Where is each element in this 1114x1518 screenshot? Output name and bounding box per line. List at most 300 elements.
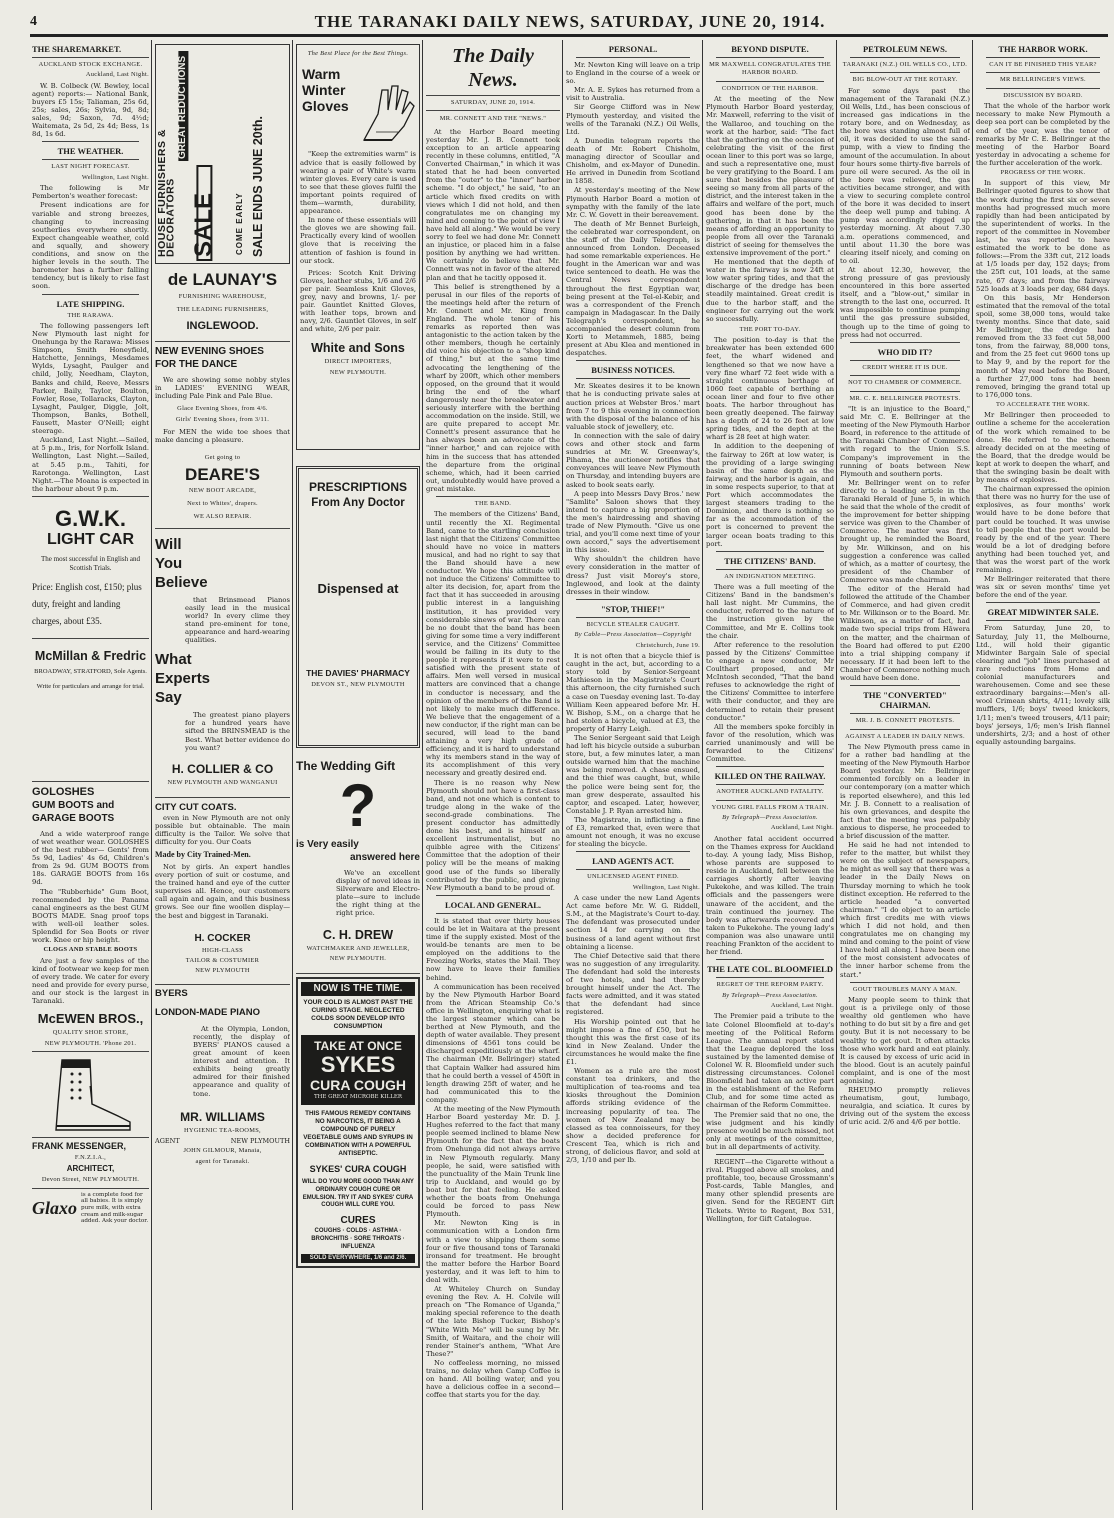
clogs-heading: CLOGS AND STABLE BOOTS [43,946,138,954]
sharemarket-subheading: AUCKLAND STOCK EXCHANGE. [38,61,143,68]
article-body: The members of the Citizens' Band, until recently the XI. Regimental Band, came to the startling conclusion last night that the Citizens' Committee should have no voice in matters musical, and had no right to say that the Band should have a new conductor. We hope this attitude will not induce the Citizens' Committee to alter its decision, for, apart from the fact that it has succeeded in arousing public interest in a languishing institution, it has provided very considerable sinews of war. There can be no doubt that the band has been giving for some time a very indifferent service, and the Citizens' Committee would be failing in its duty to the people it represents if it were to rest satisfied with the present state of affairs. Men well versed in musical matters are convinced that a change in conductor is necessary, and the opinion of the members of the Band is not likely to make much difference. We believe that the engagement of a new conductor, if the right man can be secured, will lead to the band attaining a very high grade of efficiency, and it is hard to understand why its members stand in the way of its accomplishment of this very necessary and greatly desired end. [426,510,560,778]
goloshes-subtitle: GUM BOOTS and [32,799,115,811]
article-subheading: MR. J. B. CONNETT PROTESTS. [855,717,955,725]
goloshes-title: GOLOSHES [32,785,95,798]
cures-sold: SOLD EVERYWHERE, 1/6 and 2/6. [301,1254,415,1263]
article-body: He said he had not intended to refer to the matter, but whilst they were on the subject of newspapers, he might as well say that there was a leader in the Daily News on Thursday morning to which he took distinct exception. He referred to the article headed "a converted chairman." "I do object to an article which first credits me with views which I did not hold, and then congratulates me on changing my mind and coming to the point of view I have held all along. I have been one of the most consistent advocates of the inner harbor scheme from the start." [840,841,970,979]
divider [576,378,690,379]
column-divider [972,40,973,1510]
article-body: Many people seem to think that gout is a privilege only of those wealthy old gentlemen who have nothing to do but sit by a fire and get gouty. But it is not necessary to be wealthy to get gout. It often attacks those who work hard and eat plainly. It is caused by excess of uric acid in the blood. Gout is an acutely painful complaint, and is one of the most agonising. [840,996,970,1085]
divider [850,375,960,376]
divider [850,342,960,343]
citycut-made: Made by City Trained-Men. [155,849,251,859]
shoes-body: We are showing some nobby styles in LADIES' EVENING WEAR, including Pale Pink and Pale Blue. [155,375,290,400]
divider [426,110,560,111]
dateline: Auckland, Last Night. [770,1002,834,1009]
divider [576,599,690,600]
dateline: Wellington, Last Night. [632,883,700,891]
article-subheading: BIG BLOW-OUT AT THE ROTARY. [852,76,958,84]
goloshes-body: And a wide waterproof range of wet weather wear. GOLOSHES of the best rubber— Gents' from 5s 9d, Ladies' 4s 6d, Children's from 2s 9d. GUM BOOTS from 18s. GARAGE BOOTS from 16s 9d. [32,829,149,887]
divider [716,977,824,978]
mcewen-address: NEW PLYMOUTH. 'Phone 201. [44,1039,137,1047]
launay-subtitle: FURNISHING WAREHOUSE, [178,293,267,300]
prescriptions-advert [296,466,420,748]
experts-line-3: Say [155,689,182,707]
citycut-body: even in New Plymouth are not only possible but obtainable. The main difficulty is the Tailor. We solve that difficulty for you. Our Coats [155,814,290,847]
williams-address-2: agent for Taranaki. [195,1157,250,1165]
gloves-header [300,60,416,150]
article-body: All the members spoke forcibly in favor of the resolution, which was carried unanimously and will be forwarded to the Citizens' Committee. [706,722,834,764]
sykes-name: SYKES [320,1052,396,1078]
article-subheading: CONDITION OF THE HARBOR. [721,84,819,92]
shoes-heading-2: FOR THE DANCE [155,358,238,370]
article-body: Mr. Bellringer went on to refer directly to a leading article in the Taranaki Herald of June 5, in which he said that the whole of the credit of the improvement for better shipping service was given to the Chamber of Commerce. The matter was first brought up, he reminded the Board, by Mr. Wilkinson, and on his suggestion a conference was called of which, as a matter of courtesy, the president of the Chamber of Commerce was made chairman. [840,478,970,584]
article-body: There is no reason why New Plymouth should not have a first-class band, and not one which is content to trudge along in the wake of the second-grade combinations. The present conductor has admittedly done his best, and is himself an excellent instrumentalist, but no quibble agree with the Citizens' Committee that the adoption of their policy will be the means of making good use of the funds so liberally contributed by the public, and giving New Plymouth a band to be proud of. [426,778,560,892]
divider [576,617,690,618]
divider [986,602,1100,603]
article-body: A Dunedin telegram reports the death of Mr. Robert Chisholm, managing director of Scoullar and Chisholm, and ex-Mayor of Dunedin. He arrived in Dunedin from Scotland in 1858. [566,136,700,186]
sykes-cura: CURA COUGH [310,1077,406,1094]
column-3 [296,40,420,1510]
article-subheading: REGRET OF THE REFORM PARTY. [716,981,824,989]
article-body: Mr. Skeates desires it to be known that he is conducting private sales at auction prices at Webster Bros.' mart from 7 to 9 this evening in connection with the disposal of the balance of his valuable stock of jewellery, etc. [566,382,700,431]
article-body: In addition to the deepening of the fairway to 26ft at low water, is the providing of a large swinging basin of the same depth as the fairway, and the harbor is again, and in some respects superior, to that at Port which accommodates the largest steamers trading to the Dominion, and there is nothing so far as the accommodation of the port is concerned to prevent the larger ocean boats trading to this port. [706,442,834,548]
article-subheading: AN INDIGNATION MEETING. [724,572,816,580]
gloves-title-2: Winter [302,82,346,99]
article-subheading: UNLICENSED AGENT FINED. [587,873,679,881]
article-heading: KILLED ON THE RAILWAY. [714,771,826,782]
article-body: The Premier paid a tribute to the late Colonel Bloomfield at to-day's meeting of the Political Reform League. The annual report stated that the League deplored the loss sustained by the lamented demise of Colonel W. R. Bloomfield under such distressing circumstances. Colonel Bloomfield had taken an active part in the establishment of the Reform Club, and for some time acted as chairman of the Reform Committee. [706,1012,834,1110]
messenger-advert [32,1141,149,1185]
wedding-question-mark: ? [339,772,377,839]
sale-ends: SALE ENDS JUNE 20th. [251,115,265,257]
divider [155,797,290,798]
whites-town: NEW PLYMOUTH. [329,368,387,376]
goloshes-body: The "Rubberhide" Gum Boot, recommended by the Panama canal engineers as the best GUM BOOTS MADE. Snag proof tops with well-oil leather soles. Splendid for Sea Boots or river work. Knee or hip height. [32,887,149,945]
messenger-qualification: F.N.Z.I.A., [74,1153,107,1161]
gloves-prices: Prices: Scotch Knit Driving Gloves, leather stubs, 1/6 and 2/6 per pair. Seamless Knit Gloves, grey, navy and browns, 1/- per pair. Gauntlet Knitted Gloves, with leather tops, brown and navy, 2/6. Gauntlet Gloves, in self and white, 2/6 per pair. [300,268,416,334]
rx-address: DEVON ST., NEW PLYMOUTH [311,681,405,688]
cocker-subtitle: HIGH-CLASS [202,946,243,954]
article-subheading: TO ACCELERATE THE WORK. [996,400,1090,408]
boot-illustration [32,1056,149,1134]
clogs-body: Are just a few samples of the kind of footwear we keep for men of every trade. We cater for every need and provide for every purse, and our stock is the largest in Taranaki. [32,956,149,1006]
article-body: At Whiteley Church on Sunday evening the Rev. A. H. Colvile will preach on "The Romance of Uganda," making special reference to the death of the late Bishop Tucker, Bishop's "White With Me" will be sung by Mr. Smith, of Waitara, and the choir will render Stainer's anthem, "What Are These?" [426,1285,560,1358]
divider [155,341,290,342]
article-subheading: THE PORT TO-DAY. [739,325,801,333]
article-body: Mr. Newton King will leave on a trip to England in the course of a week or so. [566,61,700,86]
divider [850,982,960,983]
sykes-body-2: WILL DO YOU MORE GOOD THAN ANY ORDINARY COUGH CURE OR EMULSION. TRY IT AND SYKES' CURA COUGH WILL CURE YOU. [302,1179,414,1209]
article-body: Mr Bellringer then proceeded to outline a scheme for the acceleration of the work which remained to be done. He referred to the scheme already decided on at the meeting of the Board, that the dredge would be kept at work to deepen the wharf, and that the swinging basin be dealt with by means of explosives. [976,411,1110,485]
article-body: RHEUMO promptly relieves rheumatism, gout, lumbago, neuralgia, and sciatica. It cures by driving out of the system the excess of uric acid. 2/6 and 4/6 per bottle. [840,1086,970,1127]
divider [850,72,960,73]
article-body: Another fatal accident occurred on the Thames express for Auckland to-day. A young lady, Miss Bishop, whose parents are supposed to reside in Auckland, fell between the carriages shortly after leaving Pukekohe, and was killed. The train officials and the passengers were unaware of the accident, and the train continued the journey. The body was afterwards recovered and taken to Pukekohe. The young lady's companion was also unaware until reaching Frankton of the accident to her friend. [706,834,834,957]
masthead-title: THE TARANAKI DAILY NEWS, SATURDAY, JUNE 20, 1914. [314,12,826,31]
sykes-advert [296,977,420,1267]
divider [576,57,690,58]
column-4 [426,40,560,1510]
article-body: On this basis, Mr Henderson estimated that the removal of the total spoil, some 38,000 tons, would take twenty months. Since that date, said Mr Bellringer, the dredge had removed from the 33 feet cut 58,000 tons, from the fairway, 88,000 tons, and from the 25 feet cut 9600 tons up to May 9, and by the report for the month of May read before the Board, a further 27,000 tons had been removed, bringing the grand total up to 176,000 tons. [976,293,1110,399]
article-subheading: MR MAXWELL CONGRATULATES THE HARBOR BOARD. [709,61,831,77]
drew-role: WATCHMAKER AND JEWELLER, [306,944,410,952]
drew-town: NEW PLYMOUTH. [329,954,387,962]
byers-advert [155,988,290,1166]
divider [986,57,1100,58]
gwk-advert [32,507,149,630]
dateline: Christchurch, June 19. [635,641,700,649]
weather-heading: THE WEATHER. [57,146,124,157]
article-heading: THE BAND. [474,500,512,508]
shoes-heading: NEW EVENING SHOES [155,345,264,357]
divider [436,913,550,914]
divider [850,57,960,58]
williams-subtitle: HYGIENIC TEA-ROOMS, [184,1126,261,1134]
shipping-subheading: THE RARAWA. [67,311,114,319]
article-heading: LOCAL AND GENERAL. [444,899,542,910]
article-body: The death of Mr Bennet Burleigh, the celebrated war correspondent, on the staff of the Daily Telegraph, is announced from London. Deceased had some remarkable experiences. He fought in the American war and was twice sentenced to death. He was the Central News correspondent throughout the first Egyptian war, being present at the Tel-el-Kebir, and was a correspondent of the French campaign in Madagascar. In the Daily Telegraph's correspondent, he accompanied the desert column from Korti to Metammeh, 1885, being present at Abu Klea and mentioned in despatches. [566,219,700,358]
sale-store-name: HOUSE FURNISHERS & DECORATORS [156,128,177,257]
goloshes-advert [32,785,149,1048]
sale-come-early: COME EARLY [235,192,244,255]
column-2 [155,40,290,1510]
sale-advert [155,44,290,264]
article-body: At the Harbor Board meeting yesterday Mr. J. B. Connett took exception to an article appearing recently in these columns, entitled, "A Converted Chairman," in which it was stated that he had been converted from the "outer" to the "inner" harbor scheme. "I do object," he said, "to an article which fixed credits on with views which I did not hold, and then congratulates me on changing my mind and coming to the point of view I have held all along." We would be very sorry to feel we had done Mr. Connett an injustice, or placed him in a false position by anything we had written. We certainly do believe that Mr. Connett was not in favor of the altered plan and that he tacitly opposed it. [426,127,560,282]
cocker-role: TAILOR & COSTUMIER [185,957,260,964]
divider [155,984,290,985]
drew-name: C. H. DREW [322,927,394,942]
mcmillan-advert [32,649,149,691]
glaxo-advert [32,1192,149,1225]
cocker-town: NEW PLYMOUTH [195,967,250,975]
sykes-take: TAKE AT ONCE [314,1039,402,1054]
cures-heading: CURES [340,1214,376,1226]
article-body: This belief is strengthened by a perusal in our files of the reports of the meetings held after the return of Mr. Connett and Mr. King from England. The whole tenor of his remarks as reported then was antagonistic to the action taken by the other members, though he certainly did voice his objection to a "shop kind of thing," but at the same time advocating the lengthening of the wharf by 200ft, which other members opposed, on the ground that it would bring the end of the wharf dangerously near the breakwater and seriously interfere with the berthing accommodation on the inside. Still, we are quite prepared to accept Mr. Connett's present assurance that he has always been an advocate of the "inner harbor," and can rejoice with him in the success that has attended the departure from the original scheme, which, had it been carried out, undoubtedly would have proved a great mistake. [426,282,560,493]
wedding-body: We've an excellent display of novel ideas in Silverware and Electro-plate—sure to include the right thing at the right price. [336,869,420,918]
article-subheading: GOUT TROUBLES MANY A MAN. [852,985,958,993]
article-subheading: MR. C. E. BELLRINGER PROTESTS. [849,394,961,402]
rx-heading: PRESCRIPTIONS [308,480,407,494]
divider [32,1051,149,1052]
dateline: By Cable—Press Association—Copyright [574,631,692,639]
column-divider [562,40,563,1510]
article-heading: WHO DID IT? [877,346,933,357]
messenger-name: FRANK MESSENGER, [32,1140,127,1151]
article-body: He mentioned that the depth of water in the fairway is now 24ft at low water spring tides, and that the discharge of the dredge has been steadily maintained. Great credit is due to the harbor staff, and the engineer for carrying out the work so successfully. [706,258,834,323]
editorial-title: The Daily News. [452,45,534,91]
article-body: At about 12.30, however, the strong pressure of gas previously encountered in this bore asserted itself, and a "blow-out," similar in strength to the last one, occurred. It was impossible to continue pumping until the gas pressure subsided, though up to the time of going to press had not occurred. [840,265,970,339]
divider [32,57,149,58]
article-body: Mr Bellringer reiterated that there was six or seven months' time yet before the end of the year. [976,575,1110,600]
divider [986,72,1100,73]
williams-agent-row [155,1137,290,1145]
weather-body: Present indications are for variable and strong breezes, changing to increasing southerlies everywhere shortly. Expect changeable weather, cold and squally, and showery conditions, and snow on the higher levels in the south. The barometer has a further falling tendency, but is likely to rise fast soon. [32,201,149,291]
article-body: Mr. Newton King is in communication with a London firm with a view to shipping them some four or five thousand tons of Taranaki ironsand for treatment. He brought the matter before the Harbor Board yesterday, and it was left to him to deal with. [426,1219,560,1284]
article-body: There was a full meeting of the Citizens' Band in the bandsmen's hall last night. Mr Cummins, the conductor, referred to the nature of the instruction given by the Committee, and Mr E. Collins took the chair. [706,583,834,640]
column-divider [151,40,152,1510]
article-body: Sir George Clifford was in New Plymouth yesterday, and visited the wells of the Taranaki (N.Z.) Oil Wells, Ltd. [566,103,700,136]
column-1 [32,40,149,1510]
column-5 [566,40,700,1510]
article-body: At the meeting of the New Plymouth Harbor Board yesterday, Mr. Maxwell, referring to the visit of the Wallaroo, and touching on the work at the harbor, said: "The fact that the gathering on the occasion of celebrating the visit of the first ocean liner to this port was so large, and such a representative one, must be very gratifying to the Board. I am sure that besides the pleasure of seeing so many from all parts of the district, and the interest taken in the affairs and welfare of the port, much good has been done by the gathering, in that it has been the means of affording an opportunity to people from all over the Taranaki district of seeing for themselves the extensive improvement of the port." [706,95,834,257]
mcewen-subtitle: QUALITY SHOE STORE, [52,1029,129,1037]
shoes-glace: Glace Evening Shoes, from 4/6. [177,405,268,413]
rx-dispensed: Dispensed at [317,581,399,596]
article-body: That the whole of the harbor work necessary to make New Plymouth a deep sea port can be completed by the end of the year, was the tenor of remarks by Mr C. E. Bellringer at the meeting of the Harbor Board yesterday in advocating a scheme for the further acceleration of the work. [976,102,1110,167]
article-body: The chairman expressed the opinion that there was no hurry for the use of explosives, as four months' work would have to be done before that part could be touched. It was unwise to tell people that the port would be ready by the end of the year. There would be a lot of dredging before anything had been touched yet, and that was the worst part of the work remaining. [976,485,1110,575]
dateline: Auckland, Last Night. [770,824,834,832]
glaxo-text: is a complete food for all babies. It is simply pure milk, with extra cream and milk-sugar added. Ask your doctor. [81,1191,149,1225]
column-8 [976,40,1110,1510]
article-body: The editor of the Herald had followed the attitude of the Chamber of Commerce, and had given credit to Mr. Wilkinson or to the Board. Mr. Wilkinson, as a matter of fact, had made two special trips from Hāwera on the matter, and the chairman of the Board had offered to put £200 into a trial shipping company if necessary. If it had been left to the Chamber of Commerce nothing much would have been done. [840,585,970,683]
experts-line-2: Experts [155,670,211,688]
article-subheading: BICYCLE STEALER CAUGHT. [586,620,680,628]
column-6 [706,40,834,1510]
divider [716,57,824,58]
gwk-body: The most successful in English and Scottish Trials. [41,554,140,572]
article-body: The Chief Detective said that there was no suggestion of any irregularity. The defendant had sold the interests of two hotels, and had thereby brought himself under the Act. The facts were admitted, and it was stated that the defendant had since registered. [566,951,700,1017]
article-heading: BEYOND DISPUTE. [731,44,809,54]
citycut-heading: CITY CUT COATS. [155,802,237,814]
launay-title: de LAUNAY'S [167,270,278,289]
mcmillan-address: BROADWAY, STRATFORD, Sole Agents. [34,667,147,675]
article-body: Mr. A. E. Sykes has returned from a visit to Australia. [566,86,700,103]
gloves-title-3: Gloves [302,98,349,115]
divider [576,851,690,852]
regent-advert: REGENT—the Cigarette without a rival. Plugged above all smokes, and profitable, too, because Grossmann's Post-cards, Table Mangles, and many other splendid presents are given. Send for the REGENT Gift Tickets. Write to Regent, Box 531, Wellington, for Gift Catalogue. [706,1158,834,1223]
goloshes-subtitle-2: GARAGE BOOTS [32,812,115,824]
article-heading: LAND AGENTS ACT. [592,856,674,867]
boot-icon [32,1056,149,1134]
gloves-tagline: The Best Place for the Best Things. [307,50,409,57]
divider [716,959,824,960]
divider [716,766,824,767]
sykes-banner [301,1035,415,1105]
gwk-price: Price: English cost, £150; plus duty, freight and landing charges, about £35. [32,581,142,626]
experts-body: The greatest piano players for a hundred years have sifted the BRINSMEAD is the Best. What better evidence do you want? [185,711,290,752]
williams-name: MR. WILLIAMS [180,1109,265,1124]
article-body: "It is an injustice to the Board," said Mr. C. E. Bellringer at the meeting of the New Plymouth Harbor Board, in reference to the attitude of the Taranaki Chamber of Commerce with regard to the Union S.S. Company's improvement in the running of boats between New Plymouth and southern ports. [840,404,970,478]
column-7 [840,40,970,1510]
collier-title: H. COLLIER & CO [171,761,274,776]
divider [32,496,149,497]
divider [850,391,960,392]
dateline: Auckland, Last Night. [85,71,149,79]
article-heading: THE HARBOR WORK. [998,44,1088,54]
mcmillan-title: McMillan & Fredric [34,648,147,663]
gwk-title: G.W.K. [55,505,126,531]
article-subheading: CREDIT WHERE IT IS DUE. [862,363,948,371]
article-body: Why shouldn't the children have every consideration in the matter of dress? Just visit Morey's store, Inglewood, and look at the dainty dresses in their window. [566,555,700,596]
willyou-line-2: You [155,554,183,572]
article-subheading: TARANAKI (N.Z.) OIL WELLS CO., LTD. [842,61,968,68]
column-divider [702,40,703,1510]
article-body: In connection with the sale of dairy cows and other stock and farm sundries at Mr. W. Greenway's, Pihama, the auctioneer notifies that conveyances will leave New Plymouth on Thursday, and intending buyers are asked to book seats early. [566,431,700,489]
article-body: It is not often that a bicycle thief is caught in the act, but, according to a story told by Senior-Sergeant Mathieson in the Magistrate's Court this afternoon, the city furnished such a case on Tuesday evening last. To-day William Keen appeared before Mr. H. W. Bishop, S.M., on a charge that he had stolen a bicycle, valued at £3, the property of Harry Leigh. [566,652,700,733]
sharemarket-heading: THE SHAREMARKET. [32,44,122,54]
column-divider [292,40,293,1510]
messenger-role: ARCHITECT, [66,1164,115,1174]
mcmillan-cta: Write for particulars and arrange for trial. [36,682,145,690]
willyou-body: that Brinsmead Pianos easily lead in the musical world? In every clime they stand pre-eminent for tone, appearance and hard-wearing qualities. [185,595,290,645]
article-body: A communication has been received by the New Plymouth Harbor Board from the African Steamship Co.'s office in Wellington, enquiring what is the largest steamer which can be berthed at New Plymouth, and the depth of water available. They present dimensions of 4561 tons could be discharged expeditiously at the wharf. The chairman (Mr. Bellringer) stated that Captain Walker had assured him that he could berth a vessel of 450ft in length drawing 25ft of water, and he had communicated this to the company. [426,982,560,1104]
article-body: For some days past the management of the Taranaki (N.Z.) Oil Wells, Ltd., has been conscious of increased gas indications in the rotary bore, and on Wednesday, as the bore was standing almost full of oil, it was decided to use the sand-pump, with a view to finding the amount of the accumulation. In about four hours some thirty-five barrels of pure oil were secured. As the oil in the bore was relieved, the gas activities became stronger, and with a view to securing complete control of the bore it was decided to insert the deep well pump and tubing. A pump was accordingly rigged up yesterday morning. At about 7.30 a.m. operations commenced, and until about 11.30 the bore was clearing itself nicely, and coming on to oil. [840,86,970,265]
shoes-men: For MEN the wide toe shoes that make dancing a pleasure. [155,427,290,444]
divider [32,1137,149,1138]
article-body: The New Plymouth press came in for a rather bad handling at the meeting of the New Plymouth Harbor Board yesterday. Mr. Bellringer commented forcibly on a leader in our contemporary (on a matter which is reported elsewhere), and this led Mr. J. B. Connett to a realisation of his own grievances, and despite the fact that the meeting was palpably anxious to disperse, he proceeded to a brief discussion of the matter. [840,742,970,840]
divider [436,895,550,896]
article-body: A case under the new Land Agents Act came before Mr. W. G. Riddell, S.M., at the Magistrate's Court to-day. The defendant was prosecuted under section 14 for carrying on the business of a land agent without first obtaining a license. [566,894,700,951]
launay-advert [155,270,290,333]
article-body: No coffeeless morning, no missed trains, no delay when Camp Coffee is on hand. All boiling water, and you have a delicious coffee in a second—coffee that starts you for the day. [426,1358,560,1400]
article-subheading: YOUNG GIRL FALLS FROM A TRAIN. [711,803,829,811]
deare-title: DEARE'S [185,464,260,484]
now-body: YOUR COLD IS ALMOST PAST THE CURING STAGE. NEGLECTED COLDS SOON DEVELOP INTO CONSUMPTION [303,999,413,1031]
divider [296,973,420,974]
williams-agent: AGENT [155,1137,180,1146]
launay-town: INGLEWOOD. [186,319,259,332]
divider [716,800,824,801]
williams-address: JOHN GILMOUR, Manaia, [183,1147,262,1155]
article-body: It is stated that over thirty houses could be let in Waitara at the present time if the supply existed. Most of the would-be tenants are men to be employed on the additions to the Freezing Works, states the Mail. They now have to leave their families behind. [426,916,560,982]
article-heading: MR. CONNETT AND THE "NEWS." [439,115,547,123]
article-heading: THE LATE COL. BLOOMFIELD [707,964,833,975]
divider [986,88,1100,89]
sykes-repeat: SYKES' CURA COUGH [309,1164,407,1175]
sale-word: SALE [196,165,212,261]
divider [32,638,149,639]
deare-subtitle: NEW BOOT ARCADE, [188,486,257,494]
article-body: His Worship pointed out that he might impose a fine of £50, but he thought this was the first case of its kind in New Zealand. Under the circumstances he would make the fine £1. [566,1017,700,1066]
article-subheading: PROGRESS OF THE WORK. [1000,168,1086,176]
divider [42,159,139,160]
sharemarket-body: W. B. Colbeck (W. Bewley, local agent) reports:— National Bank, buyers £5 15s; Taliaman, 25s 6d, 25s; sales, 26s; Sylvia, 9d, 8d; sales, 9d; Saxon, 7d. 4½d; Waitemata, 2s 5d, 2s 4d; Bess, 1s 8d, 1s 6d. [32,81,149,139]
cocker-name: H. COCKER [194,932,251,944]
article-body: From Saturday, June 20, to Saturday, July 11, the Melbourne, Ltd., will hold their gigantic Midwinter Bargain Sale of special clearing and "job" lines purchased at rare reductions from Home and colonial manufacturers and warehousemen. Come and see these extraordinary bargains:—Men's all-wool Crimean shirts, 4/11; lovely silk mufflers, 1/6; boys' tweed knickers, 1/11; men's tweed trousers, 4/11 pair; boys' jerseys, 1/6; men's Irish flannel undershirts, 2/3; and a host of other equally astounding bargains. [976,624,1110,746]
williams-town: NEW PLYMOUTH [230,1137,290,1146]
divider [42,294,139,295]
editorial-date: SATURDAY, JUNE 20, 1914. [450,99,536,106]
byers-heading: BYERS [155,987,188,999]
evening-shoes-advert [155,345,290,522]
dateline: Wellington, Last Night. [81,173,149,181]
page-number: 4 [30,14,38,29]
deare-location: Next to Whites', drapers. [187,499,258,507]
article-heading: "STOP, THIEF!" [600,603,666,614]
rx-shop: THE DAVIES' PHARMACY [306,668,410,678]
shoes-girls: Girls' Evening Shoes, from 3/11. [175,415,270,423]
collier-towns: NEW PLYMOUTH AND WANGANUI [167,778,278,786]
divider [426,95,560,96]
article-heading: BUSINESS NOTICES. [591,365,675,376]
brinsmead-advert [155,535,290,787]
weather-body: The following is Mr Pemberton's weather forecast: [32,184,149,201]
article-body: In support of this view, Mr Bellringer quoted figures to show that the work during the first six or seven months had progressed much more rapidly than had been anticipated by the superintendent of works. In the report of the committee in November last, he was reported to have estimated the work to be done as follows:—From the 33ft cut, 212 loads at 1/5 loads per day, 152 days; from the 25ft cut, 101 loads, at the same rate, 67 days; and from the fairway 525 loads at 3 loads per day, 684 days. [976,179,1110,293]
deare-repair: WE ALSO REPAIR. [193,513,252,521]
gloves-title-1: Warm [302,66,341,83]
cures-list: COUGHS · COLDS · ASTHMA · BRONCHITIS · SORE THROATS · INFLUENZA [311,1227,405,1250]
shipping-heading: LATE SHIPPING. [56,298,125,309]
divider [716,81,824,82]
glaxo-logo: Glaxo [32,1198,77,1219]
whites-subtitle: DIRECT IMPORTERS, [324,358,392,366]
article-body: At the meeting of the New Plymouth Harbor Board yesterday Mr. D. J. Hughes referred to the fact that many people seemed inclined to blame New Plymouth for the fact that the boats from Onehunga did not always arrive in New Plymouth regularly. Many people, he said, were satisfied with the punctuality of the Main Trunk line trip to Auckland, and would go by boat but for that feeling. He asked whether the boats from Onehunga could be forced to pass New Plymouth. [426,1105,560,1219]
divider [716,551,824,552]
gloves-body-2: In none of these essentials will the gloves we are showing fail. Practically every kind of woollen glove that is receiving the attention of fashion is found in our stock. [300,216,416,265]
whites-title: White and Sons [311,341,405,356]
divider [850,685,960,686]
divider [32,781,149,782]
article-heading: THE "CONVERTED" CHAIRMAN. [863,690,947,711]
article-subheading: ANOTHER AUCKLAND FATALITY. [716,788,824,796]
wedding-subtitle: is Very easily [296,839,359,850]
glove-icon [358,80,418,146]
weather-subheading: LAST NIGHT FORECAST. [51,163,130,171]
article-body: A peep into Messrs Davy Bros.' new "Samlite" Saloon shows that they intend to capture a big proportion of the men's hairdressing and shaving trade of New Plymouth. "Give us one trial, and you'll come next time of your own accord," says the advertisement in this issue. [566,489,700,555]
byers-subtitle: LONDON-MADE PIANO [155,1006,261,1018]
gloves-advert [296,44,420,450]
citycut-body-2: Not by girls. An expert handles every portion of suit or costume, and the trained hand and eye of the cutter supervises all. Hence, our customers call again and again, and this business grows. See our fine woollen display—the best and biggest in Taranaki. [155,862,290,920]
masthead-rule [30,34,1108,37]
divider [32,1188,149,1189]
divider [576,869,690,870]
column-divider [836,40,837,1510]
willyou-line-3: Believe [155,573,208,591]
divider [850,729,960,730]
deare-goto: Get going to [204,454,241,462]
shipping-body: Auckland, Last Night.—Sailed, at 5 p.m., Iris, for Norfolk Island. Wellington, Last Night.—Sailed, at 5.45 p.m., Tahiti, for Rarotonga. Wellington, Last Night.—The Moana is expected in the harbour about 9 p.m. [32,436,149,493]
divider [850,713,960,714]
mcewen-title: McEWEN BROS., [37,1011,144,1027]
article-subheading: AGAINST A LEADER IN DAILY NEWS. [845,732,965,740]
shipping-body: The following passengers left New Plymouth last night for Onehunga by the Rarawa: Misses Simpson, Smith Honeyfield, Hatchette, Jennings, Mesdames Wylds, Lysaght, Paulger and child, Jolly, Needham, Clayton, Banks and child, Reeve, Messrs Parker, Baily, Taylor, Boulton, Fowler, Rose, Tollaracks, Clayton, Lysaght, Paulger, Diggle, Jolt, Thompson, Banks, Bothell, Fausett, Master O'Neill; eight steerage. [32,321,149,436]
now-heading: NOW IS THE TIME. [301,982,415,996]
article-heading: THE CITIZENS' BAND. [724,555,816,566]
gwk-subtitle: LIGHT CAR [46,530,135,548]
article-heading: GREAT MIDWINTER SALE. [987,607,1099,618]
willyou-line-1: Will [155,535,182,553]
article-body: The Premier said that no one, the wise judgment and his kindly presence would be much missed, not only at meetings of the committee, but in all departments of activity. [706,1110,834,1151]
dateline: By Telegraph—Press Association. [722,991,818,999]
article-body: The Senior Sergeant said that Leigh had left his bicycle outside a suburban store, but, a few minutes later, a man outside warned him that the machine was being removed. A chase ensued, and the thief was caught, but, while the police were being sent for, the man grew desperate, assaulted his captor, and escaped. Later, however, Constable J. P. Ryan arrested him. [566,733,700,815]
gloves-body: "Keep the extremities warm" is advice that is easily followed by wearing a pair of White's warm winter gloves. Every care is used to see that these gloves fulfil the important points required of them—warmth, durability, appearance. [300,150,416,216]
article-body: After reference to the resolution passed by the Citizens' Committee to engage a new conductor, Mr Coulthart proposed, and Mr McIntosh seconded, "That the band refuses to acknowledge the right of the Citizens' Committee to interfere with their conductor, and they are determined to retain their present conductor." [706,640,834,722]
sale-reductions: GREAT REDUCTIONS [178,51,188,161]
rx-subheading: From Any Doctor [311,497,405,509]
experts-line-1: What [155,651,192,669]
byers-body: At the Olympia, London, recently, the display of BYERS' PIANOS caused a great amount of keen interest and attention. It exhibits being greatly admired for their finished appearance and quality of tone. [193,1024,290,1098]
messenger-address: Devon Street, NEW PLYMOUTH. [41,1176,140,1184]
divider [716,569,824,570]
sykes-tag: THE GREAT MICROBE KILLER [313,1094,403,1101]
divider [850,360,960,361]
launay-lead: THE LEADING FURNISHERS, [176,306,269,314]
article-subheading: NOT TO CHAMBER OF COMMERCE. [848,379,962,387]
article-body: Women as a rule are the most constant tea drinkers, and the multiplication of tea-rooms and tea kiosks throughout the Dominion affords striking evidence of the increasing popularity of tea. The women of New Zealand may be classed as tea connoisseurs, for they show a decided preference for Crescent Tea, which is rich and strong, of delicious flavor, and sold at 2/3, 1/10 and per lb. [566,1067,700,1165]
wedding-gift-advert [296,758,420,963]
article-subheading: CAN IT BE FINISHED THIS YEAR? [989,61,1097,68]
divider [716,784,824,785]
wedding-title: The Wedding Gift [296,759,396,773]
article-heading: PETROLEUM NEWS. [862,44,948,54]
sykes-body: THIS FAMOUS REMEDY CONTAINS NO NARCOTICS, IT BEING A COMPOUND OF PURELY VEGETABLE GUMS AND SYRUPS IN COMBINATION WITH A POWERFUL ANTISEPTIC. [303,1110,413,1158]
divider [436,496,550,497]
wedding-subtitle-2: answered here [349,852,420,863]
citycut-advert [155,801,290,976]
divider [576,360,690,361]
column-divider [422,40,423,1510]
article-body: At yesterday's meeting of the New Plymouth Harbor Board a motion of sympathy with the family of the late Mr. C. W. Govett in their bereavement. [566,186,700,219]
